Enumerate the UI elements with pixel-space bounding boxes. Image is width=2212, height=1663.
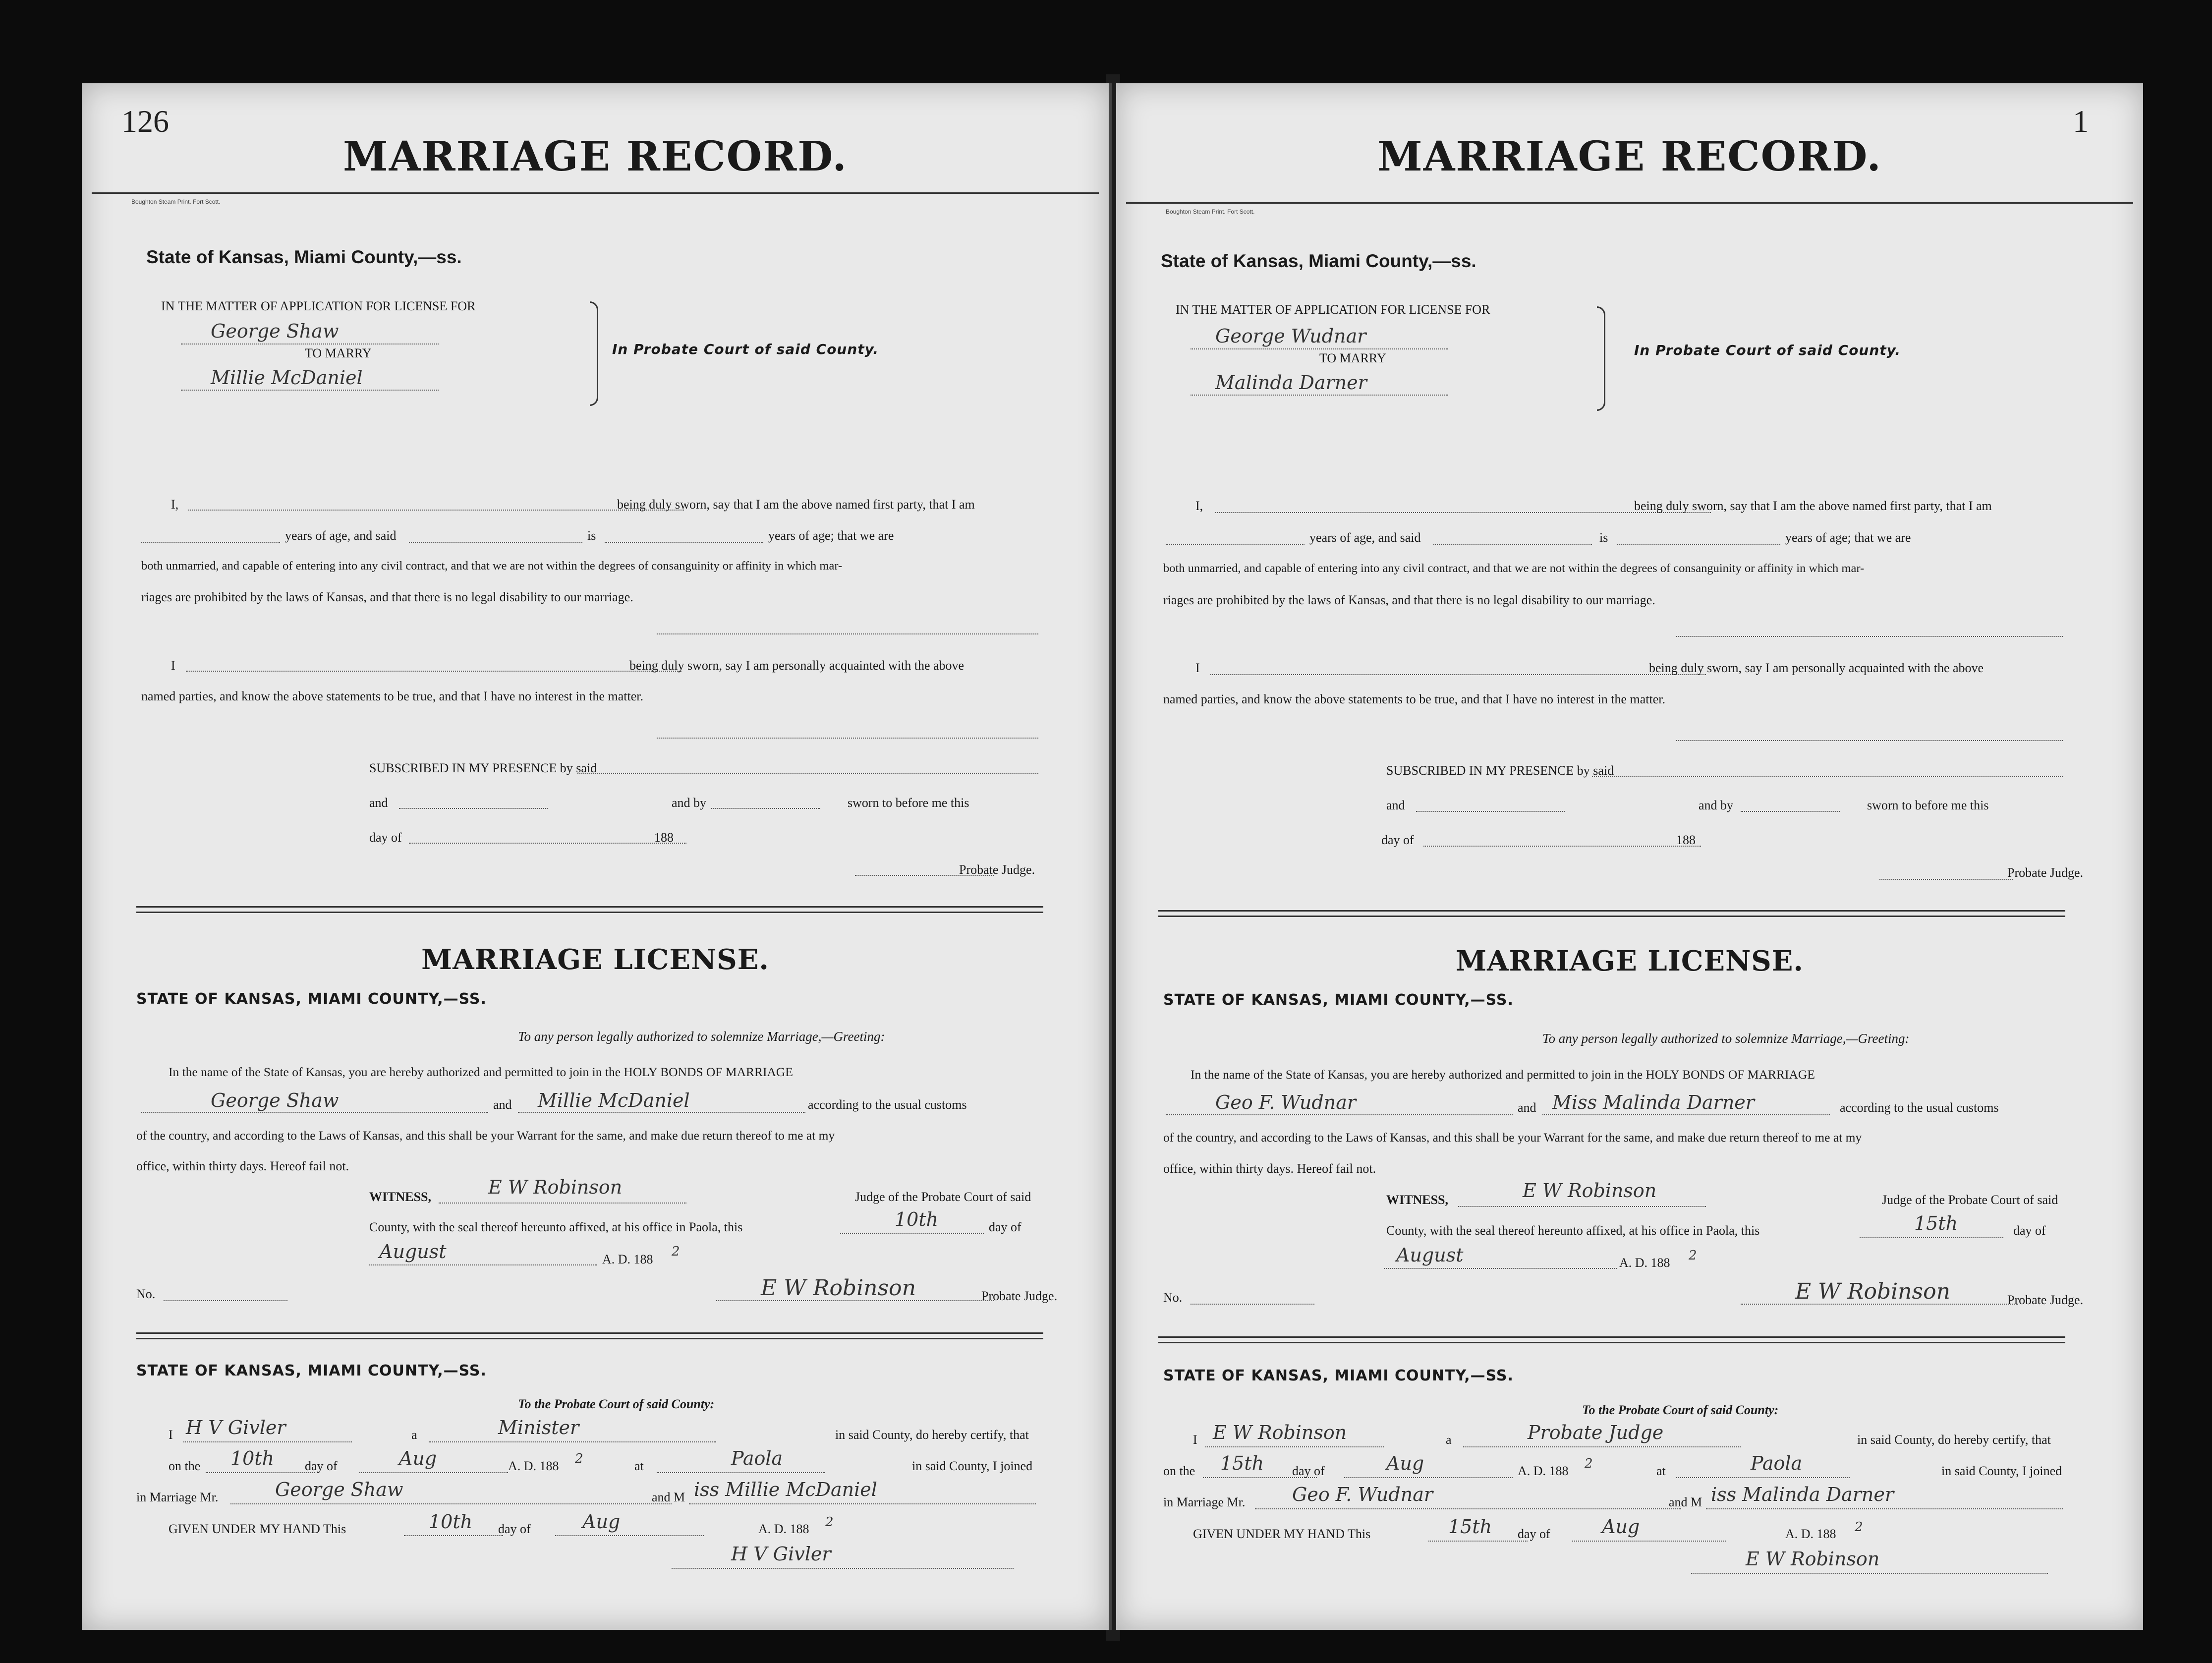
page-number: 1	[2073, 104, 2089, 139]
certificate-given-year-digit: 2	[825, 1515, 834, 1530]
printer-imprint: Boughton Steam Print. Fort Scott.	[1166, 208, 1255, 215]
certificate-day-of: day of	[305, 1459, 338, 1473]
left-page	[82, 83, 1112, 1630]
certificate-at: at	[1656, 1464, 1666, 1478]
certificate-officiant: H V Givler	[186, 1417, 286, 1438]
license-year-digit: 2	[672, 1244, 680, 1259]
license-line3: of the country, and according to the Laws of Kansas, and this shall be your Warrant for the same, and make due return thereof to me at my	[1163, 1130, 1862, 1145]
section-divider	[136, 906, 1043, 913]
subscribed-and-by: and by	[672, 796, 707, 810]
oath-age2: years of age; that we are	[768, 528, 894, 543]
certificate-joined: in said County, I joined	[912, 1459, 1033, 1473]
to-marry-label: TO MARRY	[1319, 351, 1386, 365]
certificate-i: I	[169, 1428, 173, 1442]
subscribed-label: SUBSCRIBED IN MY PRESENCE by said	[1386, 763, 1614, 778]
right-page	[1116, 83, 2143, 1630]
certificate-groom: Geo F. Wudnar	[1292, 1484, 1433, 1505]
certificate-title: Minister	[498, 1417, 579, 1438]
application-matter: IN THE MATTER OF APPLICATION FOR LICENSE FOR	[161, 299, 476, 313]
license-judge-of: Judge of the Probate Court of said	[1882, 1193, 2058, 1207]
section-divider	[1158, 910, 2065, 917]
license-day-of: day of	[2013, 1223, 2046, 1238]
license-groom: Geo F. Wudnar	[1215, 1091, 1357, 1113]
license-customs: according to the usual customs	[1840, 1100, 1999, 1115]
certificate-a: a	[1446, 1433, 1452, 1447]
license-witness: WITNESS,	[369, 1190, 431, 1204]
license-day-of: day of	[989, 1220, 1021, 1234]
license-title: MARRIAGE LICENSE.	[421, 943, 769, 976]
certificate-and-m: and M	[1669, 1495, 1702, 1509]
license-customs: according to the usual customs	[808, 1097, 967, 1112]
certificate-year-digit: 2	[1585, 1456, 1593, 1471]
applicant-party1: George Shaw	[211, 320, 339, 342]
license-month: August	[1396, 1244, 1464, 1266]
oath-age1: years of age, and said	[285, 528, 397, 543]
sworn-before: sworn to before me this	[1867, 798, 1989, 812]
certificate-joined: in said County, I joined	[1941, 1464, 2062, 1478]
oath-sworn1: being duly sworn, say that I am the above named first party, that I am	[1634, 499, 1992, 513]
page-header: MARRIAGE RECORD.	[343, 133, 848, 180]
page-number: 126	[121, 104, 169, 139]
to-marry-label: TO MARRY	[305, 346, 372, 360]
license-ad: A. D. 188	[602, 1252, 653, 1266]
header-rule	[1126, 202, 2133, 204]
certificate-to-court: To the Probate Court of said County:	[518, 1397, 715, 1411]
license-witness-name: E W Robinson	[488, 1176, 623, 1198]
subscribed-and: and	[369, 796, 388, 810]
license-title: MARRIAGE LICENSE.	[1456, 945, 1804, 977]
certificate-given-ad: A. D. 188	[1785, 1527, 1836, 1541]
certificate-place: Paola	[1751, 1452, 1803, 1474]
certificate-bride: iss Millie McDaniel	[694, 1479, 877, 1500]
section-divider	[1158, 1336, 2065, 1343]
applicant-party2: Malinda Darner	[1215, 372, 1367, 394]
oath-line4: riages are prohibited by the laws of Kansas, and that there is no legal disability to our marriage.	[1163, 593, 1655, 607]
application-judge: Probate Judge.	[959, 862, 1035, 877]
certificate-in-marriage: in Marriage Mr.	[1163, 1495, 1246, 1509]
certificate-given-month: Aug	[582, 1511, 621, 1533]
witness-oath-sworn: being duly sworn, say I am personally acquainted with the above	[629, 658, 964, 673]
certificate-state-line: STATE OF KANSAS, MIAMI COUNTY,—SS.	[1163, 1367, 1514, 1384]
certificate-groom: George Shaw	[275, 1479, 403, 1500]
license-greeting: To any person legally authorized to solemnize Marriage,—Greeting:	[1542, 1031, 1910, 1046]
application-state-line: State of Kansas, Miami County,—ss.	[1161, 251, 1476, 271]
license-and: and	[493, 1097, 512, 1112]
certificate-bride: iss Malinda Darner	[1711, 1484, 1894, 1505]
license-state-line: STATE OF KANSAS, MIAMI COUNTY,—SS.	[1163, 991, 1514, 1009]
certificate-at: at	[634, 1459, 644, 1473]
application-state-line: State of Kansas, Miami County,—ss.	[146, 247, 462, 267]
license-line1: In the name of the State of Kansas, you are hereby authorized and permitted to join in the HOLY BONDS OF MARRIAGE	[169, 1065, 793, 1079]
certificate-title: Probate Judge	[1528, 1422, 1664, 1443]
certificate-month: Aug	[1386, 1452, 1424, 1474]
certificate-month: Aug	[399, 1447, 437, 1469]
license-line4: office, within thirty days. Hereof fail not.	[1163, 1161, 1376, 1176]
applicant-party2: Millie McDaniel	[211, 367, 363, 389]
certificate-signature: E W Robinson	[1746, 1548, 1880, 1570]
certificate-given-day-of: day of	[1518, 1527, 1550, 1541]
oath-line3: both unmarried, and capable of entering into any civil contract, and that we are not within the degrees of consanguinity or affinity in which mar-	[141, 559, 843, 573]
certificate-signature: H V Givler	[731, 1543, 831, 1565]
oath-is: is	[1599, 530, 1608, 545]
license-greeting: To any person legally authorized to solemnize Marriage,—Greeting:	[518, 1029, 885, 1044]
page-header: MARRIAGE RECORD.	[1377, 133, 1882, 180]
license-year-digit: 2	[1689, 1248, 1697, 1263]
certificate-i: I	[1193, 1433, 1197, 1447]
license-probate-judge: Probate Judge.	[981, 1289, 1058, 1303]
printer-imprint: Boughton Steam Print. Fort Scott.	[131, 198, 221, 205]
certificate-and-m: and M	[652, 1490, 685, 1504]
certificate-state-line: STATE OF KANSAS, MIAMI COUNTY,—SS.	[136, 1362, 487, 1379]
certificate-place: Paola	[731, 1447, 783, 1469]
certificate-day: 15th	[1220, 1452, 1264, 1474]
license-day: 10th	[895, 1208, 939, 1230]
license-judge-of: Judge of the Probate Court of said	[855, 1190, 1031, 1204]
certificate-on-the: on the	[1163, 1464, 1195, 1478]
subscribed-year: 188	[1676, 833, 1696, 847]
oath-age2: years of age; that we are	[1785, 530, 1911, 545]
witness-oath-named: named parties, and know the above statements to be true, and that I have no interest in the matter.	[141, 689, 643, 703]
application-matter: IN THE MATTER OF APPLICATION FOR LICENSE FOR	[1176, 302, 1490, 317]
witness-signature-line	[657, 738, 1038, 739]
subscribed-year: 188	[654, 830, 674, 845]
subscribed-and: and	[1386, 798, 1405, 812]
certificate-day-of: day of	[1292, 1464, 1325, 1478]
license-signature: E W Robinson	[1795, 1279, 1950, 1304]
probate-court-label: In Probate Court of said County.	[612, 341, 879, 357]
license-signature: E W Robinson	[761, 1275, 916, 1301]
license-probate-judge: Probate Judge.	[2007, 1293, 2084, 1307]
application-bracket	[1597, 306, 1605, 411]
certificate-given-ad: A. D. 188	[758, 1522, 809, 1536]
license-bride: Miss Malinda Darner	[1552, 1091, 1755, 1113]
license-and: and	[1518, 1100, 1536, 1115]
oath-line3: both unmarried, and capable of entering into any civil contract, and that we are not within the degrees of consanguinity or affinity in which mar-	[1163, 562, 1865, 575]
probate-court-label: In Probate Court of said County.	[1634, 342, 1901, 358]
certificate-ad: A. D. 188	[1518, 1464, 1569, 1478]
subscribed-and-by: and by	[1699, 798, 1734, 812]
certificate-given-day: 15th	[1448, 1516, 1492, 1538]
certificate-a: a	[411, 1428, 417, 1442]
license-bride: Millie McDaniel	[538, 1090, 690, 1111]
certificate-given-year-digit: 2	[1855, 1520, 1863, 1535]
license-month: August	[379, 1241, 447, 1262]
license-day: 15th	[1914, 1212, 1958, 1234]
application-judge: Probate Judge.	[2007, 865, 2084, 880]
witness-oath-named: named parties, and know the above statements to be true, and that I have no interest in the matter.	[1163, 692, 1665, 706]
license-witness: WITNESS,	[1386, 1193, 1448, 1207]
section-divider	[136, 1332, 1043, 1339]
certificate-certify: in said County, do hereby certify, that	[1857, 1433, 2051, 1447]
license-county-seal: County, with the seal thereof hereunto affixed, at his office in Paola, this	[369, 1220, 743, 1234]
sworn-before: sworn to before me this	[848, 796, 969, 810]
certificate-year-digit: 2	[575, 1451, 583, 1466]
certificate-in-marriage: in Marriage Mr.	[136, 1490, 219, 1504]
applicant-party1: George Wudnar	[1215, 325, 1366, 347]
certificate-given: GIVEN UNDER MY HAND This	[169, 1522, 346, 1536]
oath-sworn1: being duly sworn, say that I am the above named first party, that I am	[617, 497, 975, 512]
applicant-signature-line	[657, 633, 1038, 634]
applicant-signature-line	[1676, 636, 2063, 637]
certificate-given: GIVEN UNDER MY HAND This	[1193, 1527, 1371, 1541]
application-bracket	[590, 301, 598, 406]
subscribed-label: SUBSCRIBED IN MY PRESENCE by said	[369, 761, 597, 775]
witness-oath-sworn: being duly sworn, say I am personally acquainted with the above	[1649, 661, 1984, 675]
license-no: No.	[1163, 1290, 1183, 1305]
header-rule	[92, 192, 1099, 194]
witness-oath-i: I	[1195, 661, 1200, 675]
oath-age1: years of age, and said	[1309, 530, 1421, 545]
certificate-day: 10th	[230, 1447, 275, 1469]
subscribed-day-of: day of	[1381, 833, 1414, 847]
certificate-to-court: To the Probate Court of said County:	[1582, 1403, 1779, 1417]
oath-i: I,	[1195, 499, 1203, 513]
license-no: No.	[136, 1287, 156, 1301]
license-line1: In the name of the State of Kansas, you are hereby authorized and permitted to join in the HOLY BONDS OF MARRIAGE	[1191, 1067, 1815, 1082]
subscribed-day-of: day of	[369, 830, 402, 845]
license-witness-name: E W Robinson	[1523, 1180, 1657, 1202]
certificate-given-day: 10th	[429, 1511, 473, 1533]
license-groom: George Shaw	[211, 1090, 339, 1111]
witness-oath-i: I	[171, 658, 175, 673]
license-line3: of the country, and according to the Laws of Kansas, and this shall be your Warrant for the same, and make due return thereof to me at my	[136, 1128, 835, 1143]
license-county-seal: County, with the seal thereof hereunto affixed, at his office in Paola, this	[1386, 1223, 1760, 1238]
certificate-certify: in said County, do hereby certify, that	[835, 1428, 1029, 1442]
certificate-given-day-of: day of	[498, 1522, 531, 1536]
oath-is: is	[587, 528, 596, 543]
license-state-line: STATE OF KANSAS, MIAMI COUNTY,—SS.	[136, 990, 487, 1008]
license-line4: office, within thirty days. Hereof fail not.	[136, 1159, 349, 1173]
oath-line4: riages are prohibited by the laws of Kansas, and that there is no legal disability to our marriage.	[141, 590, 633, 604]
certificate-on-the: on the	[169, 1459, 201, 1473]
certificate-given-month: Aug	[1602, 1516, 1640, 1538]
certificate-ad: A. D. 188	[508, 1459, 559, 1473]
certificate-officiant: E W Robinson	[1213, 1422, 1347, 1443]
oath-i: I,	[171, 497, 179, 512]
license-ad: A. D. 188	[1619, 1256, 1670, 1270]
witness-signature-line	[1676, 740, 2063, 741]
